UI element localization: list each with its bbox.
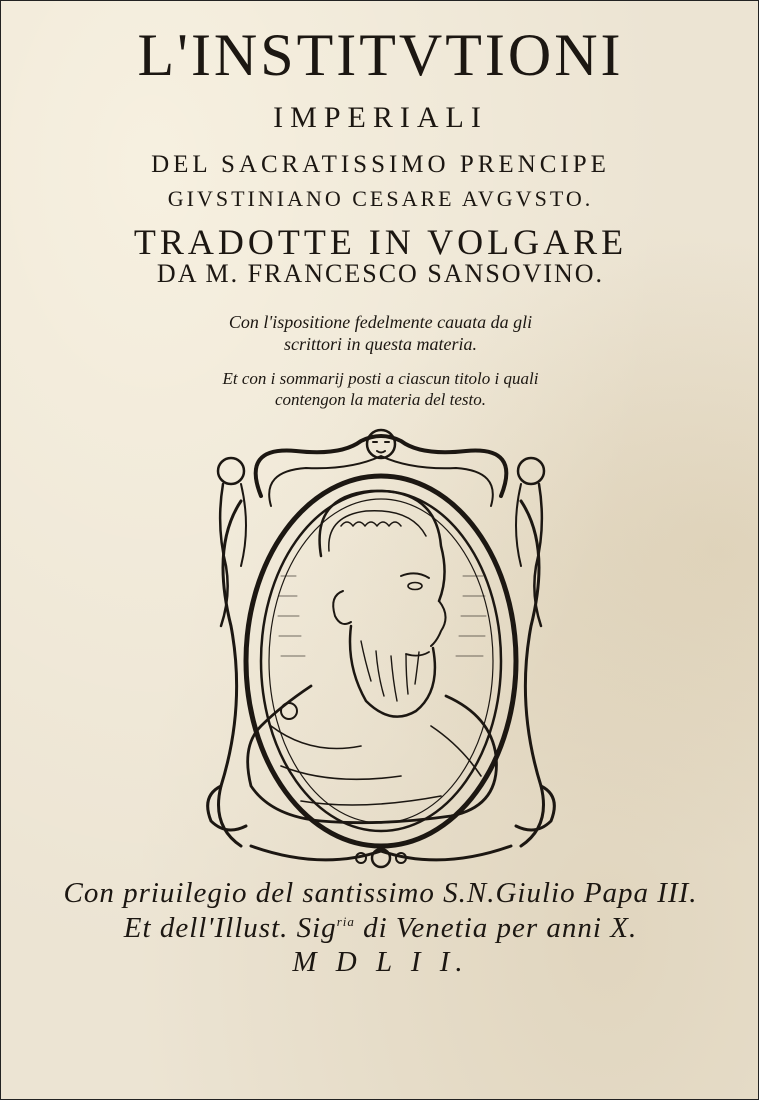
subtitle-line-1: Con l'ispositione fedelmente cauata da gli xyxy=(228,312,533,332)
title-line-1: L'INSTITVTIONI xyxy=(137,22,624,88)
title-line-4: GIVSTINIANO CESARE AVGVSTO. xyxy=(167,186,594,211)
subtitle-line-3: Et con i sommarij posti a ciascun titolo i quali xyxy=(222,369,539,388)
privilege-line-2-start: Et dell'Illust. Sig xyxy=(123,912,337,944)
subtitle-line-4: contengon la materia del testo. xyxy=(274,390,487,409)
title-line-5: TRADOTTE IN VOLGARE xyxy=(133,222,628,262)
privilege-line-2-end: di Venetia per anni X. xyxy=(354,912,638,944)
privilege-abbreviation: ria xyxy=(336,914,355,929)
woodcut-portrait xyxy=(201,426,561,876)
title-line-6: DA M. FRANCESCO SANSOVINO. xyxy=(156,259,605,288)
privilege-line-1: Con priuilegio del santissimo S.N.Giulio Papa III. xyxy=(63,877,698,909)
imprint-date: M D L I I. xyxy=(292,946,469,978)
title-line-3: DEL SACRATISSIMO PRENCIPE xyxy=(151,151,610,178)
title-line-2: IMPERIALI xyxy=(273,101,488,134)
privilege-line-2 xyxy=(1,912,759,945)
subtitle-line-2: scrittori in questa materia. xyxy=(284,334,477,354)
